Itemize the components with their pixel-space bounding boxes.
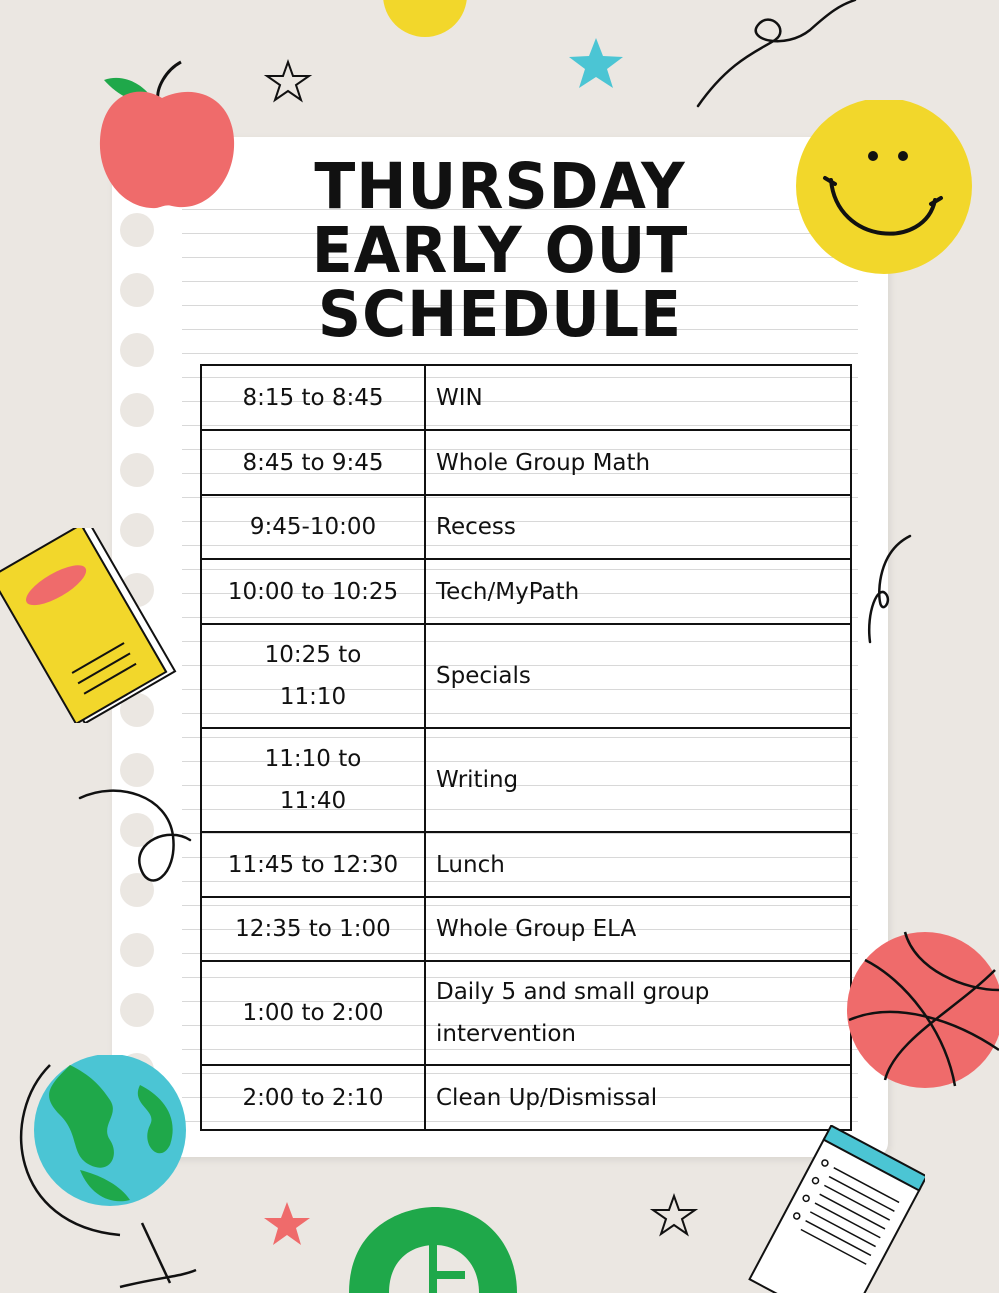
activity-cell: Daily 5 and small group intervention: [425, 961, 851, 1065]
time-cell: 9:45-10:00: [201, 495, 425, 559]
table-row: [201, 961, 851, 1065]
time-cell: 11:10 to 11:40: [201, 728, 425, 832]
table-row: [201, 897, 851, 961]
table-row: [201, 832, 851, 897]
schedule-table: [200, 364, 852, 1131]
activity-cell: Whole Group Math: [425, 430, 851, 495]
basketball-icon: [845, 930, 999, 1090]
squiggle-decoration: [78, 786, 193, 896]
time-cell: 8:45 to 9:45: [201, 430, 425, 495]
title-line-3: SCHEDULE: [317, 278, 683, 352]
activity-cell: Tech/MyPath: [425, 559, 851, 624]
squiggle-decoration: [858, 532, 918, 647]
activity-cell: Specials: [425, 624, 851, 728]
title-line-2: EARLY OUT: [311, 214, 689, 288]
time-cell: 11:45 to 12:30: [201, 832, 425, 897]
activity-cell: Clean Up/Dismissal: [425, 1065, 851, 1130]
globe-icon: [10, 1055, 200, 1293]
star-icon: [566, 36, 626, 90]
smiley-icon: [795, 100, 975, 275]
activity-cell: WIN: [425, 365, 851, 430]
time-cell: 1:00 to 2:00: [201, 961, 425, 1065]
time-cell: 12:35 to 1:00: [201, 897, 425, 961]
time-cell: 8:15 to 8:45: [201, 365, 425, 430]
title-line-1: THURSDAY: [314, 150, 686, 224]
activity-cell: Whole Group ELA: [425, 897, 851, 961]
table-row: [201, 1065, 851, 1130]
time-cell: 2:00 to 2:10: [201, 1065, 425, 1130]
table-row: [201, 430, 851, 495]
table-row: [201, 559, 851, 624]
time-cell: 10:25 to 11:10: [201, 624, 425, 728]
star-icon: [262, 58, 314, 104]
activity-cell: Recess: [425, 495, 851, 559]
activity-cell: Writing: [425, 728, 851, 832]
yellow-circle-decoration: [380, 0, 470, 42]
protractor-icon: [345, 1205, 520, 1293]
table-row: [201, 728, 851, 832]
table-row: [201, 495, 851, 559]
page-title: [200, 150, 800, 352]
table-row: [201, 365, 851, 430]
star-icon: [262, 1200, 312, 1248]
book-icon: [0, 528, 180, 723]
time-cell: 10:00 to 10:25: [201, 559, 425, 624]
activity-cell: Lunch: [425, 832, 851, 897]
table-row: [201, 624, 851, 728]
squiggle-decoration: [690, 0, 870, 115]
notepad-icon: [745, 1125, 925, 1293]
star-icon: [648, 1192, 700, 1238]
